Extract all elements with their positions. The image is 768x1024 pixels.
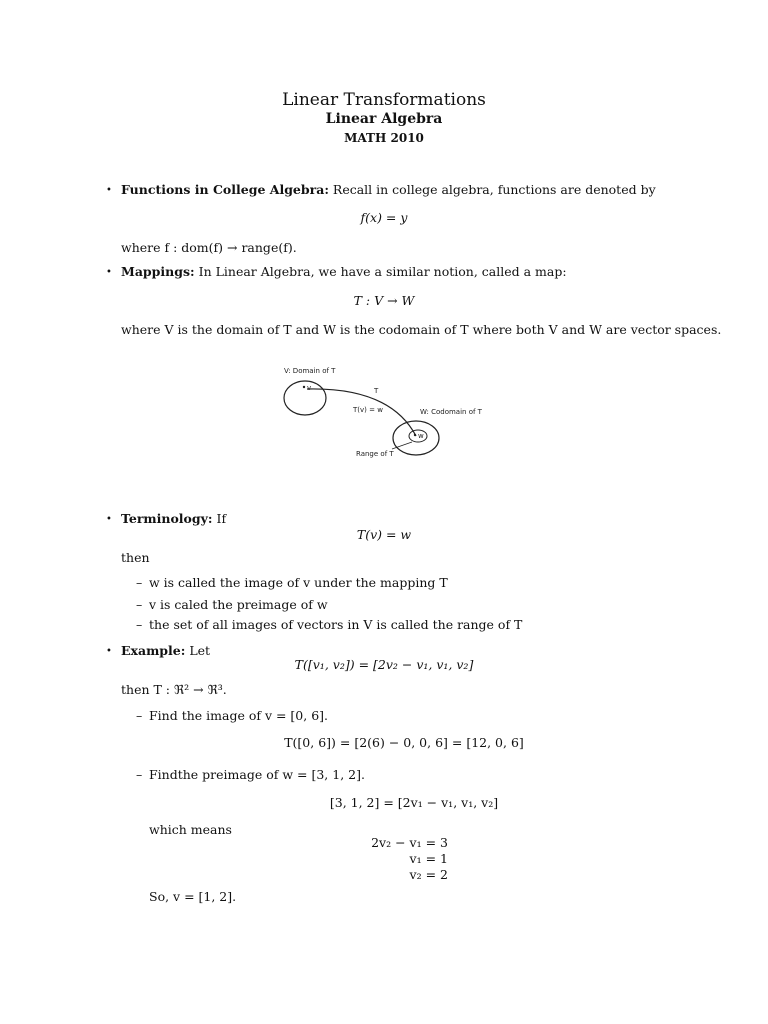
t-label: T <box>374 387 379 395</box>
domain-label: V: Domain of T <box>284 367 336 375</box>
terminology-paragraph <box>121 511 226 526</box>
terminology-item: the set of all images of vectors in V is called the range of T <box>149 617 523 632</box>
bullet-terminology: • <box>106 514 112 525</box>
mappings-paragraph <box>121 264 567 279</box>
dash-q2: – <box>136 767 143 782</box>
example-equation: T([v₁, v₂]) = [2v₂ − v₁, v₁, v₂] <box>294 657 474 672</box>
example-then: then T : ℜ² → ℜ³. <box>121 682 227 697</box>
terminology-item: v is caled the preimage of w <box>149 597 328 612</box>
functions-equation: f(x) = y <box>360 210 408 225</box>
terminology-then: then <box>121 550 150 565</box>
bullet-example: • <box>106 646 112 657</box>
domain-ellipse <box>284 381 326 415</box>
terminology-text: If <box>216 511 227 526</box>
system-line: v₁ = 1 <box>409 851 448 866</box>
terminology-item: w is called the image of v under the mapping T <box>149 575 448 590</box>
example-question-1: Find the image of v = [0, 6]. <box>149 708 329 723</box>
system-line: v₂ = 2 <box>409 867 448 882</box>
which-means: which means <box>149 822 232 837</box>
v-label: v <box>307 384 312 392</box>
equation-system <box>340 835 448 883</box>
dash-q1: – <box>136 708 143 723</box>
terminology-heading: Terminology: <box>121 511 213 526</box>
range-label: Range of T <box>356 450 394 458</box>
mappings-equation: T : V → W <box>353 293 415 308</box>
w-point <box>414 434 416 436</box>
mappings-after: where V is the domain of T and W is the codomain of T where both V and W are vector spaces. <box>121 322 722 337</box>
dash-1: – <box>136 575 143 590</box>
example-conclusion: So, v = [1, 2]. <box>149 889 237 904</box>
bullet-mappings: • <box>106 267 112 278</box>
mappings-text: In Linear Algebra, we have a similar notion, called a map: <box>198 264 567 279</box>
example-text: Let <box>189 643 211 658</box>
codomain-label: W: Codomain of T <box>420 408 482 416</box>
dash-2: – <box>136 597 143 612</box>
codomain-ellipse <box>393 421 439 455</box>
system-line: 2v₂ − v₁ = 3 <box>371 835 448 850</box>
page-subtitle: Linear Algebra <box>325 111 443 127</box>
mapping-diagram <box>280 362 490 462</box>
dash-3: – <box>136 617 143 632</box>
page-title: Linear Transformations <box>282 90 486 110</box>
example-question-2: Findthe preimage of w = [3, 1, 2]. <box>149 767 365 782</box>
functions-heading: Functions in College Algebra: <box>121 182 329 197</box>
course-code: MATH 2010 <box>344 131 424 145</box>
example-heading: Example: <box>121 643 186 658</box>
functions-after: where f : dom(f) → range(f). <box>121 240 297 255</box>
example-paragraph <box>121 643 210 658</box>
example-equation-2: [3, 1, 2] = [2v₁ − v₁, v₁, v₂] <box>329 795 499 810</box>
bullet-functions: • <box>106 185 112 196</box>
functions-paragraph <box>121 182 656 197</box>
w-label: w <box>418 432 424 440</box>
functions-text: Recall in college algebra, functions are denoted by <box>332 182 656 197</box>
mappings-heading: Mappings: <box>121 264 195 279</box>
terminology-equation: T(v) = w <box>356 527 412 542</box>
tv-label: T(v) = w <box>353 406 383 414</box>
example-answer-1: T([0, 6]) = [2(6) − 0, 0, 6] = [12, 0, 6] <box>284 735 524 750</box>
v-point <box>303 386 305 388</box>
